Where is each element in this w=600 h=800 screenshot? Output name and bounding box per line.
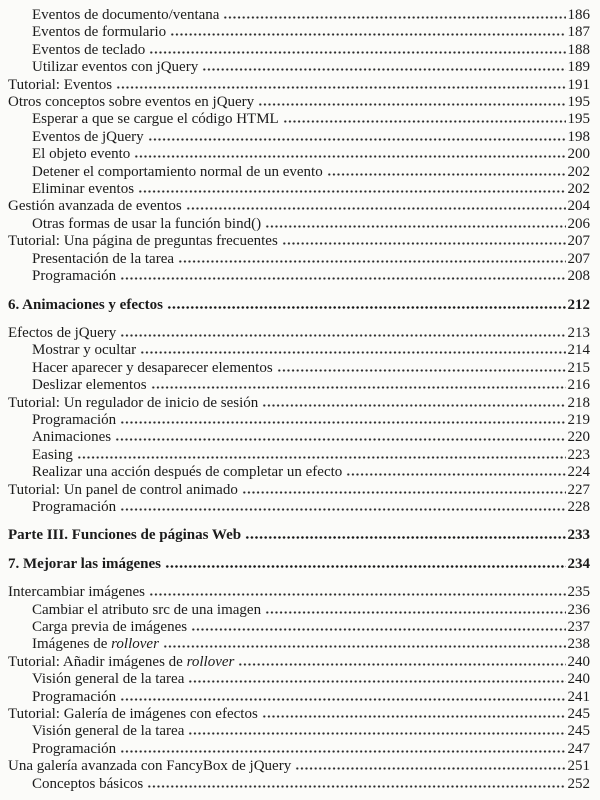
dotted-leader [265, 611, 565, 614]
dotted-leader [282, 242, 566, 245]
toc-entry-label: Animaciones [32, 429, 112, 446]
toc-entry-label: Intercambiar imágenes [8, 584, 146, 601]
toc-entry-label: Eventos de documento/ventana [32, 7, 220, 23]
toc-entry [8, 146, 590, 163]
toc-entry-page: 186 [567, 7, 590, 23]
toc-entry-label: Parte III. Funciones de páginas Web [8, 527, 242, 544]
toc-entry-label: Programación [32, 498, 117, 515]
toc-entry [8, 7, 590, 24]
toc-entry-label: Eventos de jQuery [32, 128, 144, 145]
toc-entry [8, 395, 590, 412]
toc-entry-label: Efectos de jQuery [8, 324, 117, 341]
toc-entry-label: Una galería avanzada con FancyBox de jQuery [8, 758, 292, 775]
dotted-leader [120, 421, 565, 424]
toc-entry-label: El objeto evento [32, 146, 131, 163]
toc-entry [8, 723, 590, 740]
toc-entry-page: 227 [567, 481, 590, 498]
toc-entry-page: 212 [567, 296, 590, 313]
dotted-leader [262, 404, 565, 407]
toc-entry-label: Programación [32, 688, 117, 705]
toc-entry-label: Tutorial: Un regulador de inicio de sesión [8, 394, 259, 411]
toc-entry [8, 233, 590, 250]
toc-entry [8, 602, 590, 619]
dotted-leader [258, 103, 565, 106]
toc-entry-label: Eventos de teclado [32, 41, 146, 58]
dotted-leader [191, 628, 565, 631]
dotted-leader [178, 260, 565, 263]
toc-entry-label: Carga previa de imágenes [32, 619, 188, 635]
toc-entry-page: 240 [567, 671, 590, 688]
toc-entry [8, 706, 590, 723]
dotted-leader [140, 351, 565, 354]
toc-entry [8, 198, 590, 215]
toc-entry-label: 7. Mejorar las imágenes [8, 555, 162, 572]
toc-entry-label: Esperar a que se cargue el código HTML [32, 111, 279, 128]
toc-entry-page: 214 [567, 342, 590, 359]
toc-entry [8, 619, 590, 636]
dotted-leader [188, 680, 565, 683]
dotted-leader [148, 138, 566, 141]
toc-entry-label: Otros conceptos sobre eventos en jQuery [8, 94, 255, 111]
dotted-leader [165, 565, 565, 568]
toc-entry-label: Eventos de formulario [32, 24, 167, 41]
toc-entry-page: 220 [567, 429, 590, 446]
toc-entry [8, 42, 590, 59]
toc-entry-label: Realizar una acción después de completar un efecto [32, 464, 343, 481]
toc-entry-page: 216 [567, 377, 590, 394]
toc-entry-label: Gestión avanzada de eventos [8, 198, 182, 215]
toc-entry-label: Tutorial: Añadir imágenes de rollover [8, 653, 235, 670]
toc-entry-label: Imágenes de rollover [32, 636, 159, 653]
toc-entry-page: 237 [567, 619, 590, 635]
toc-entry-label: Detener el comportamiento normal de un evento [32, 163, 323, 180]
toc-entry-page: 218 [567, 394, 590, 411]
dotted-leader [346, 473, 565, 476]
toc-entry-page: 188 [567, 41, 590, 58]
toc-entry-page: 207 [567, 233, 590, 250]
toc-entry [8, 377, 590, 394]
toc-entry-label: 6. Animaciones y efectos [8, 296, 163, 313]
toc-entry [8, 24, 590, 41]
toc-entry-page: 219 [567, 411, 590, 428]
toc-entry-page: 240 [567, 653, 590, 670]
toc-entry [8, 181, 590, 198]
toc-entry-page: 191 [567, 76, 590, 93]
dotted-leader [151, 386, 566, 389]
dotted-leader [295, 767, 565, 770]
toc-entry-page: 215 [567, 359, 590, 376]
toc-entry-page: 195 [567, 111, 590, 128]
toc-entry-label: Easing [32, 446, 73, 463]
dotted-leader [120, 334, 565, 337]
toc-entry-page: 251 [567, 758, 590, 775]
dotted-leader [223, 16, 565, 19]
toc-entry-page: 233 [567, 527, 590, 544]
dotted-leader [149, 593, 565, 596]
dotted-leader [262, 715, 566, 718]
toc-entry-label: Programación [32, 268, 117, 285]
dotted-leader [277, 369, 566, 372]
toc-entry [8, 482, 590, 499]
toc-entry-label: Mostrar y ocultar [32, 342, 137, 359]
toc-entry-label: Utilizar eventos con jQuery [32, 59, 199, 76]
toc-entry-label: Programación [32, 740, 117, 757]
dotted-leader [120, 698, 565, 701]
dotted-leader [163, 645, 566, 648]
dotted-leader [116, 86, 565, 89]
toc-entry-page: 206 [567, 215, 590, 232]
dotted-leader [242, 491, 566, 494]
toc-entry [8, 268, 590, 285]
toc-entry [8, 94, 590, 111]
toc-entry-page: 198 [567, 128, 590, 145]
toc-entry [8, 129, 590, 146]
toc-entry-page: 228 [567, 498, 590, 515]
toc-entry [8, 636, 590, 653]
dotted-leader [202, 68, 565, 71]
toc-entry-label: Otras formas de usar la función bind() [32, 215, 262, 232]
table-of-contents [8, 7, 590, 793]
toc-entry-label: Tutorial: Una página de preguntas frecuentes [8, 233, 278, 250]
toc-entry-label: Conceptos básicos [32, 775, 144, 792]
toc-entry [8, 77, 590, 94]
dotted-leader [188, 732, 565, 735]
dotted-leader [120, 508, 565, 511]
dotted-leader [77, 456, 566, 459]
toc-entry-label: Eliminar eventos [32, 181, 135, 198]
toc-entry [8, 342, 590, 359]
toc-entry-page: 200 [567, 146, 590, 163]
toc-entry [8, 447, 590, 464]
toc-entry-label: Tutorial: Galería de imágenes con efectos [8, 706, 258, 723]
toc-entry-page: 234 [567, 555, 590, 572]
toc-entry [8, 429, 590, 446]
toc-entry-label: Presentación de la tarea [32, 250, 175, 267]
dotted-leader [186, 207, 566, 210]
dotted-leader [170, 33, 565, 36]
toc-entry [8, 499, 590, 516]
dotted-leader [327, 173, 566, 176]
toc-entry-page: 252 [567, 775, 590, 792]
toc-entry-label: Programación [32, 411, 117, 428]
toc-entry-page: 241 [567, 688, 590, 705]
dotted-leader [138, 190, 565, 193]
dotted-leader [120, 750, 565, 753]
dotted-leader [265, 225, 565, 228]
toc-entry-page: 204 [567, 198, 590, 215]
toc-entry-label: Cambiar el atributo src de una imagen [32, 601, 262, 618]
toc-entry-page: 236 [567, 601, 590, 618]
toc-entry-label: Hacer aparecer y desaparecer elementos [32, 359, 273, 376]
dotted-leader [245, 536, 565, 539]
dotted-leader [167, 306, 566, 309]
toc-entry-page: 245 [567, 706, 590, 723]
toc-entry-page: 202 [567, 181, 590, 198]
toc-entry [8, 556, 590, 573]
toc-entry-label: Deslizar elementos [32, 377, 147, 394]
toc-entry [8, 216, 590, 233]
toc-entry [8, 584, 590, 601]
toc-entry [8, 776, 590, 793]
toc-entry [8, 111, 590, 128]
toc-entry-page: 247 [567, 740, 590, 757]
toc-entry [8, 251, 590, 268]
toc-entry-page: 195 [567, 94, 590, 111]
dotted-leader [283, 120, 566, 123]
toc-entry-page: 189 [567, 59, 590, 76]
toc-entry-page: 207 [567, 250, 590, 267]
toc-entry-label: Tutorial: Un panel de control animado [8, 481, 238, 498]
toc-entry-page: 245 [567, 723, 590, 740]
toc-entry-page: 238 [567, 636, 590, 653]
toc-entry [8, 741, 590, 758]
toc-entry [8, 297, 590, 314]
toc-entry-page: 202 [567, 163, 590, 180]
toc-entry [8, 59, 590, 76]
toc-entry [8, 527, 590, 544]
toc-entry [8, 689, 590, 706]
toc-entry-page: 224 [567, 464, 590, 481]
dotted-leader [147, 785, 565, 788]
dotted-leader [134, 155, 565, 158]
toc-entry-page: 208 [567, 268, 590, 285]
toc-entry-page: 235 [567, 584, 590, 601]
toc-entry-label: Visión general de la tarea [32, 671, 185, 688]
toc-entry [8, 654, 590, 671]
dotted-leader [238, 663, 565, 666]
toc-entry [8, 360, 590, 377]
dotted-leader [115, 438, 565, 441]
toc-entry-label: Visión general de la tarea [32, 723, 185, 740]
toc-entry [8, 164, 590, 181]
toc-entry-label: Tutorial: Eventos [8, 76, 113, 93]
toc-entry-page: 223 [567, 446, 590, 463]
toc-entry [8, 464, 590, 481]
toc-entry-page: 213 [567, 324, 590, 341]
toc-entry [8, 758, 590, 775]
toc-entry [8, 325, 590, 342]
toc-entry [8, 412, 590, 429]
toc-entry-page: 187 [567, 24, 590, 41]
dotted-leader [120, 277, 565, 280]
toc-entry [8, 671, 590, 688]
dotted-leader [149, 51, 565, 54]
